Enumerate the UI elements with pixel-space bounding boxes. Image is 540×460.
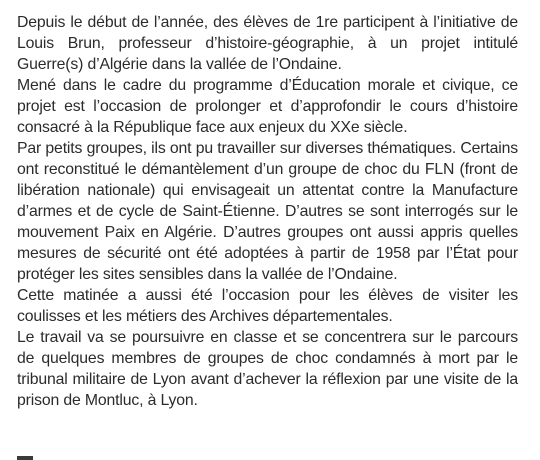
article-paragraph-next-steps: Le travail va se poursuivre en classe et se concentrera sur le parcours de quelques membres de groupes de choc condamnés à mort par le tribunal militaire de Lyon avant d’achever la réflexion par une visite de la prison de Montluc, à Lyon. — [17, 329, 518, 409]
cropped-text-fragment — [17, 446, 35, 460]
article-paragraph-themes: Par petits groupes, ils ont pu travailler sur diverses thématiques. Certains ont reconstitué le démantèlement d’un groupe de choc du FLN (front de libération nationale) qui envisageait un attentat contre la Manufacture d’armes et de cycle de Saint-Étienne. D’autres se sont interrogés sur le mouvement Paix en Algérie. D’autres groupes ont aussi appris quelles mesures de sécurité ont été adoptées à partir de 1958 par l’État pour protéger les sites sensibles dans la vallée de l’Ondaine. — [17, 140, 518, 283]
article-paragraph-intro: Depuis le début de l’année, des élèves de 1re participent à l’initiative de Louis Brun, professeur d’histoire-géographie, à un projet intitulé Guerre(s) d’Algérie dans la vallée de l’Ondaine. — [17, 14, 518, 73]
article-paragraph-archives-visit: Cette matinée a aussi été l’occasion pour les élèves de visiter les coulisses et les métiers des Archives départementales. — [17, 287, 518, 325]
article-paragraph-context: Mené dans le cadre du programme d’Éducation morale et civique, ce projet est l’occasion de prolonger et d’approfondir le cours d’histoire consacré à la République face aux enjeux du XXe siècle. — [17, 77, 518, 136]
